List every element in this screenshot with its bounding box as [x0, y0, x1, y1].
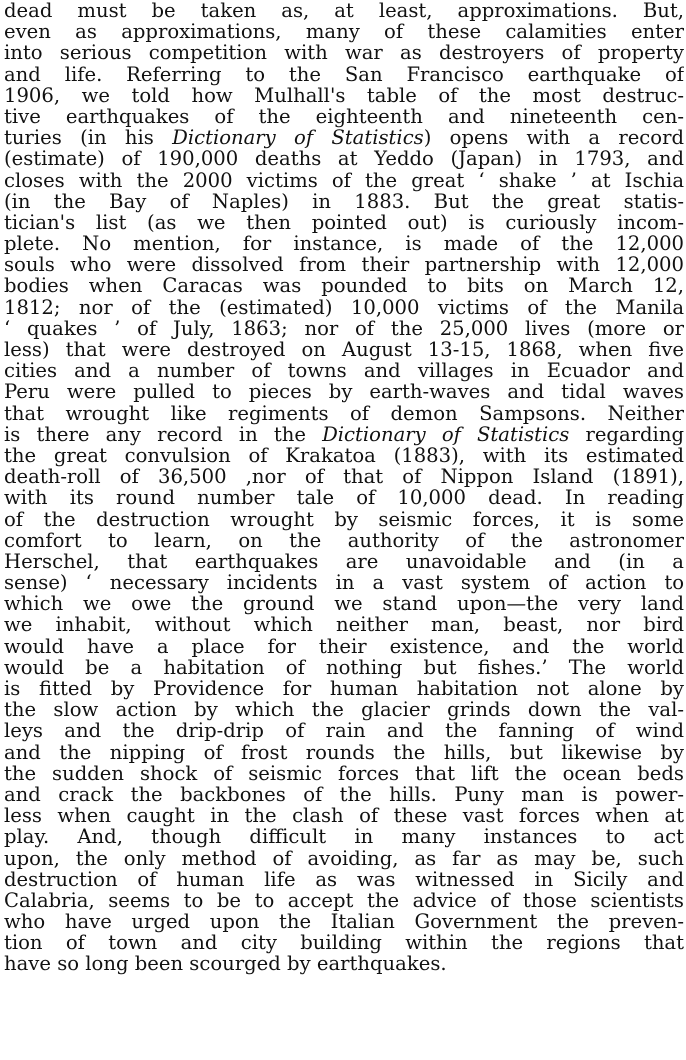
text-line: play. And, though difficult in many instances to act: [4, 825, 684, 849]
text-line: tion of town and city building within the regions that: [4, 931, 684, 955]
text-line: sense) ‘ necessary incidents in a vast system of action to: [4, 571, 684, 595]
text-line: would be a habitation of nothing but fishes.’ The world: [4, 655, 684, 679]
text-line: 1812; nor of the (estimated) 10,000 victims of the Manila: [4, 295, 684, 319]
text-line: (in the Bay of Naples) in 1883. But the great statis-: [4, 189, 684, 213]
text-line: even as approximations, many of these calamities enter: [4, 20, 684, 44]
text-line: have so long been scourged by earthquakes.: [4, 952, 447, 976]
text-line: and life. Referring to the San Francisco earthquake of: [4, 62, 684, 86]
text-line: less when caught in the clash of these vast forces when at: [4, 804, 684, 828]
text-line: with its round number tale of 10,000 dead. In reading: [4, 486, 684, 510]
text-line: ‘ quakes ’ of July, 1863; nor of the 25,000 lives (more or: [4, 316, 684, 340]
text-line: less) that were destroyed on August 13-15, 1868, when five: [4, 338, 684, 361]
text-line: bodies when Caracas was pounded to bits on March 12,: [4, 274, 684, 298]
text-line: who have urged upon the Italian Government the preven-: [4, 910, 684, 934]
text-line: of the destruction wrought by seismic forces, it is some: [4, 507, 684, 531]
text-line: death-roll of 36,500 ,nor of that of Nippon Island (1891),: [4, 465, 684, 489]
italic-title: Dictionary of Statistics: [322, 422, 570, 446]
text-line: and crack the backbones of the hills. Puny man is power-: [4, 782, 684, 806]
text-line: the sudden shock of seismic forces that lift the ocean beds: [4, 761, 684, 785]
text-line: is fitted by Providence for human habitation not alone by: [4, 677, 684, 700]
text-line: dead must be taken as, at least, approximations. But,: [4, 0, 684, 22]
text-line: cities and a number of towns and villages in Ecuador and: [4, 359, 684, 383]
text-line: the slow action by which the glacier grinds down the val-: [4, 698, 684, 722]
text-line: souls who were dissolved from their partnership with 12,000: [4, 253, 684, 277]
body-text: [4, 0, 684, 975]
text-line: and the nipping of frost rounds the hills, but likewise by: [4, 740, 684, 764]
text-line: Peru were pulled to pieces by earth-waves and tidal waves: [4, 380, 684, 404]
text-line: comfort to learn, on the authority of the astronomer: [4, 528, 684, 552]
text-line: 1906, we told how Mulhall's table of the most destruc-: [4, 83, 684, 107]
text-line: tive earthquakes of the eighteenth and nineteenth cen-: [4, 104, 684, 128]
text-line: closes with the 2000 victims of the great ‘ shake ’ at Ischia: [4, 168, 684, 192]
text-line: we inhabit, without which neither man, beast, nor bird: [4, 613, 684, 637]
text-line: tician's list (as we then pointed out) is curiously incom-: [4, 210, 684, 234]
text-line: upon, the only method of avoiding, as far as may be, such: [4, 846, 684, 870]
text-line: destruction of human life as was witnessed in Sicily and: [4, 867, 684, 891]
text-line: that wrought like regiments of demon Sampsons. Neither: [4, 401, 684, 425]
text-line: leys and the drip-drip of rain and the fanning of wind: [4, 719, 684, 743]
document-page: [4, 0, 684, 1060]
text-line: the great convulsion of Krakatoa (1883), with its estimated: [4, 443, 684, 467]
text-line: Calabria, seems to be to accept the advice of those scientists: [4, 888, 684, 912]
text-line: which we owe the ground we stand upon—the very land: [4, 592, 684, 616]
text-line: Herschel, that earthquakes are unavoidable and (in a: [4, 549, 684, 573]
text-line: turies (in his Dictionary of Statistics) opens with a record: [4, 126, 684, 150]
text-line: (estimate) of 190,000 deaths at Yeddo (Japan) in 1793, and: [4, 147, 684, 171]
italic-title: Dictionary of Statistics: [172, 126, 424, 150]
text-line: would have a place for their existence, and the world: [4, 634, 684, 658]
text-line: plete. No mention, for instance, is made of the 12,000: [4, 232, 684, 256]
text-line: is there any record in the Dictionary of Statistics regarding: [4, 422, 684, 446]
text-line: into serious competition with war as destroyers of property: [4, 41, 684, 65]
